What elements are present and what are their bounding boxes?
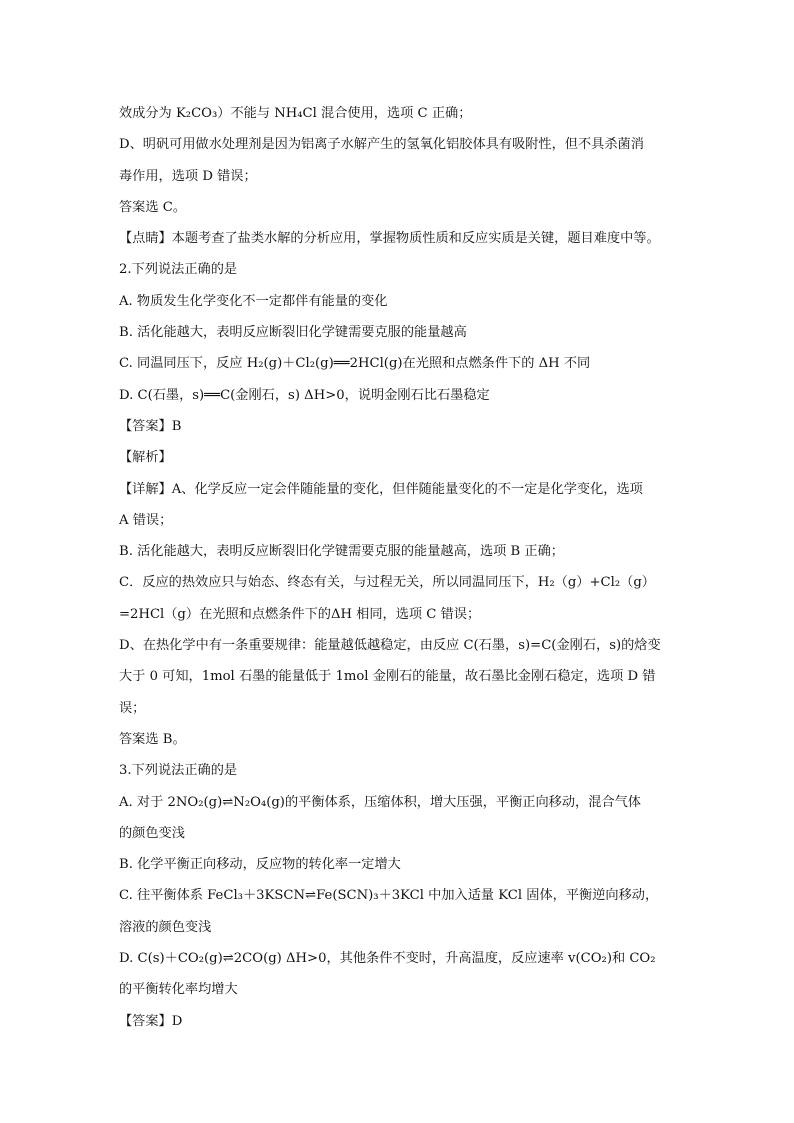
option-line: C. 同温同压下，反应 H₂(g)＋Cl₂(g)══2HCl(g)在光照和点燃条件下的 ΔH 不同 [119, 356, 591, 372]
comment-line: 【点睛】本题考查了盐类水解的分析应用，掌握物质性质和反应实质是关键，题目难度中等。 [119, 231, 660, 247]
question-title: 2.下列说法正确的是 [119, 262, 238, 278]
option-line: B. 化学平衡正向移动，反应物的转化率一定增大 [119, 857, 401, 873]
text-line: 【详解】A、化学反应一定会伴随能量的变化，但伴随能量变化的不一定是化学变化，选项 [119, 481, 643, 497]
answer-line: 【答案】D [119, 1013, 183, 1029]
analysis-heading: 【解析】 [119, 450, 172, 466]
text-line: 答案选 C。 [119, 199, 187, 215]
text-line: 毒作用，选项 D 错误； [119, 168, 257, 184]
text-line: 效成分为 K₂CO₃）不能与 NH₄Cl 混合使用，选项 C 正确； [119, 106, 472, 121]
text-line: B. 活化能越大，表明反应断裂旧化学键需要克服的能量越高，选项 B 正确； [119, 544, 564, 560]
option-line: A. 物质发生化学变化不一定都伴有能量的变化 [119, 293, 388, 309]
text-line: 答案选 B。 [119, 731, 186, 747]
document-body [119, 98, 684, 1037]
option-line: D. C(石墨，s)══C(金刚石，s) ΔH>0，说明金刚石比石墨稳定 [119, 387, 490, 403]
answer-line: 【答案】B [119, 418, 182, 434]
option-line: A. 对于 2NO₂(g)⇌N₂O₄(g)的平衡体系，压缩体积，增大压强，平衡正向移动，混合气体 [119, 794, 641, 810]
text-line: =2HCl（g）在光照和点燃条件下的ΔH 相同，选项 C 错误； [119, 606, 481, 622]
question-title: 3.下列说法正确的是 [119, 763, 238, 779]
text-line: D、在热化学中有一条重要规律：能量越低越稳定，由反应 C(石墨，s)=C(金刚石，s)的焓变 [119, 638, 661, 654]
option-line: 溶液的颜色变浅 [119, 919, 212, 935]
text-line: A 错误； [119, 512, 173, 528]
option-line: 的颜色变浅 [119, 825, 185, 841]
option-line: D. C(s)＋CO₂(g)⇌2CO(g) ΔH>0，其他条件不变时，升高温度，反应速率 v(CO₂)和 CO₂ [119, 951, 656, 967]
text-line: 大于 0 可知，1mol 石墨的能量低于 1mol 金刚石的能量，故石墨比金刚石稳定，选项 D 错 [119, 669, 656, 685]
text-line: 误； [119, 700, 146, 716]
text-line: D、明矾可用做水处理剂是因为铝离子水解产生的氢氧化铝胶体具有吸附性，但不具杀菌消 [119, 137, 644, 153]
option-line: B. 活化能越大，表明反应断裂旧化学键需要克服的能量越高 [119, 325, 467, 341]
text-line: C．反应的热效应只与始态、终态有关，与过程无关，所以同温同压下，H₂（g）+Cl₂（g） [119, 575, 655, 591]
option-line: 的平衡转化率均增大 [119, 982, 238, 998]
option-line: C. 往平衡体系 FeCl₃＋3KSCN⇌Fe(SCN)₃＋3KCl 中加入适量 KCl 固体，平衡逆向移动， [119, 888, 659, 904]
